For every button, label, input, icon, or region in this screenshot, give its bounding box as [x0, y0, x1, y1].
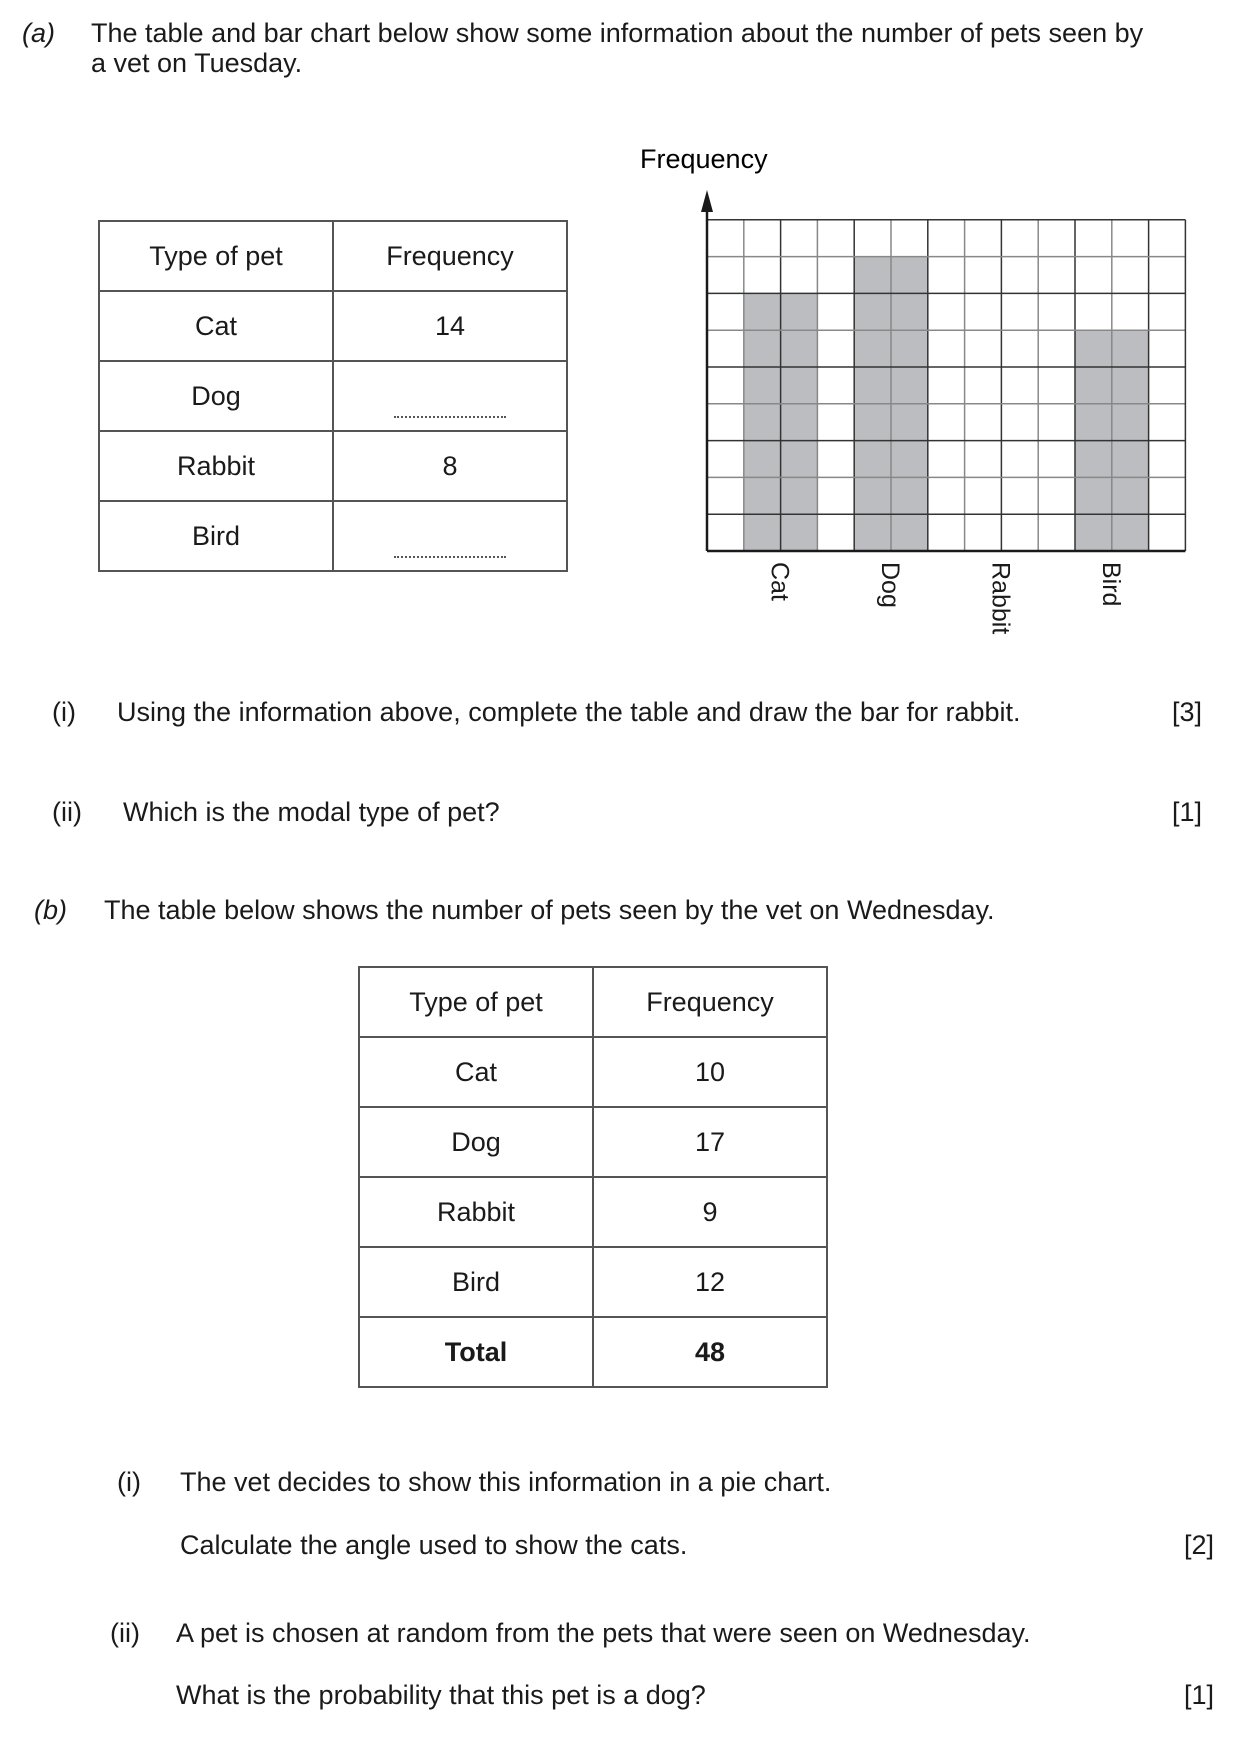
x-tick-label-rabbit: Rabbit	[986, 562, 1015, 635]
part-a-ii-label: (ii)	[52, 797, 82, 827]
part-b-i-marks: [2]	[1184, 1530, 1215, 1560]
table-header-row	[359, 967, 827, 1037]
x-tick-label-dog: Dog	[876, 562, 904, 608]
header-type-of-pet: Type of pet	[99, 221, 333, 291]
pet-cell: Cat	[359, 1037, 593, 1107]
part-a-i-label: (i)	[52, 697, 76, 727]
frequency-cell: 8	[333, 431, 567, 501]
table-row	[359, 1107, 827, 1177]
part-b-intro: The table below shows the number of pets seen by the vet on Wednesday.	[104, 895, 995, 925]
part-a-intro-line2: a vet on Tuesday.	[91, 48, 303, 78]
bar-chart	[0, 0, 1256, 700]
part-a-i-marks: [3]	[1172, 697, 1203, 727]
part-b-ii-line2: What is the probability that this pet is a dog?	[176, 1680, 706, 1710]
part-b-i-line2: Calculate the angle used to show the cats.	[180, 1530, 688, 1560]
frequency-cell: 9	[593, 1177, 827, 1247]
table-row	[359, 1247, 827, 1317]
part-a-intro-line1: The table and bar chart below show some information about the number of pets seen by	[91, 18, 1144, 48]
x-tick-label-cat: Cat	[765, 562, 794, 601]
x-tick-labels	[766, 562, 1125, 634]
pet-cell: Rabbit	[99, 431, 333, 501]
part-b-label: (b)	[34, 895, 67, 925]
header-frequency: Frequency	[333, 221, 567, 291]
pet-cell: Cat	[99, 291, 333, 361]
pet-cell: Bird	[359, 1247, 593, 1317]
header-type-of-pet: Type of pet	[359, 967, 593, 1037]
part-a-i-text: Using the information above, complete the table and draw the bar for rabbit.	[117, 697, 1021, 727]
frequency-cell: 17	[593, 1107, 827, 1177]
part-b-ii-marks: [1]	[1184, 1680, 1215, 1710]
table-row	[359, 1177, 827, 1247]
part-a-ii-text: Which is the modal type of pet?	[123, 797, 500, 827]
x-tick-label-bird: Bird	[1096, 562, 1125, 607]
table-total-row	[359, 1317, 827, 1387]
wednesday-table	[358, 966, 828, 1388]
frequency-cell: 14	[333, 291, 567, 361]
part-b-ii-line1: A pet is chosen at random from the pets that were seen on Wednesday.	[176, 1618, 1031, 1648]
frequency-cell: 10	[593, 1037, 827, 1107]
pet-cell: Rabbit	[359, 1177, 593, 1247]
pet-cell: Dog	[359, 1107, 593, 1177]
pet-cell: Bird	[99, 501, 333, 571]
total-value: 48	[593, 1317, 827, 1387]
part-a-ii-marks: [1]	[1172, 797, 1203, 827]
table-row	[359, 1037, 827, 1107]
pet-cell: Dog	[99, 361, 333, 431]
header-frequency: Frequency	[593, 967, 827, 1037]
y-axis-arrow-icon	[701, 190, 713, 212]
y-axis-label: Frequency	[640, 144, 768, 174]
total-label: Total	[359, 1317, 593, 1387]
part-b-ii-label: (ii)	[110, 1618, 140, 1648]
part-a-label: (a)	[22, 18, 55, 48]
frequency-cell: 12	[593, 1247, 827, 1317]
part-b-i-line1: The vet decides to show this information in a pie chart.	[180, 1467, 832, 1497]
part-b-i-label: (i)	[117, 1467, 141, 1497]
